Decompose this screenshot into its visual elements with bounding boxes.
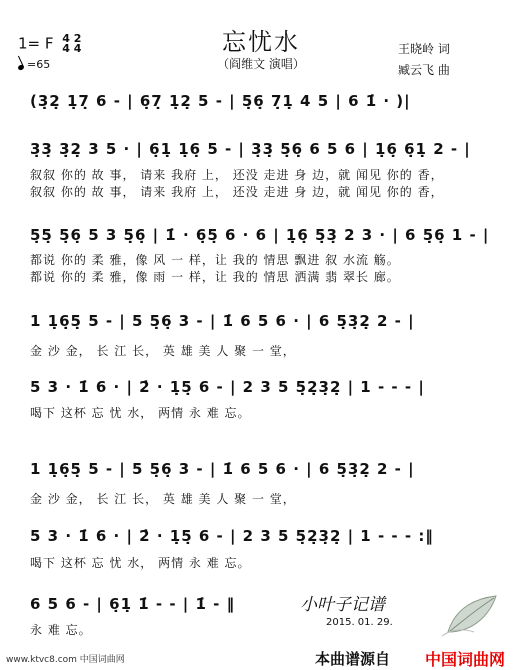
notation-row-4: 5 3 · 1̇ 6 · | 2̇ · 1̣5̣ 6 - | 2 3 5 5̣2̣3̣2̣ | 1 - - - | (30, 378, 425, 396)
tempo-value: =65 (27, 58, 51, 71)
key-signature (18, 34, 81, 54)
lyric-row-7: 永 难 忘。 (30, 623, 92, 637)
intro-notation: (3̣2̣ 1̣7̣ 6 - | 6̣7̣ 1̣2̣ 5 - | 5̣6̣ 7̣1̣ 4 5 | 6 1̇ · )| (30, 92, 411, 110)
footer-site-url[interactable]: www.ktvc8.com 中国词曲网 (6, 655, 125, 665)
notation-row-5: 1 1̣6̣5̣ 5 - | 5 5̣6̣ 3 - | 1̇ 6 5 6 · | 6 5̣3̣2̣ 2 - | (30, 460, 415, 478)
lyric-row-6: 喝下 这杯 忘 忧 水， 两情 永 难 忘。 (30, 556, 251, 570)
composer-credit: 臧云飞 曲 (398, 63, 450, 77)
lyric-row-5: 金 沙 金， 长 江 长， 英 雄 美 人 聚 一 堂， (30, 492, 296, 506)
lyric-row-1-verse-2: 叙叙 你的 故 事， 请来 我府 上， 还没 走进 身 边，就 闻见 你的 香， (30, 185, 444, 199)
singer-credit: （阎维文 演唱） (217, 57, 305, 71)
lyric-row-4: 喝下 这杯 忘 忧 水， 两情 永 难 忘。 (30, 406, 251, 420)
notation-row-1: 3̣3̣ 3̣2̣ 3 5 · | 6̣1̣ 1̣6̣ 5 - | 3̣3̣ 5̣6̣ 6 5 6 | 1̣6̣ 6̣1̣ 2 - | (30, 140, 471, 158)
time-signature-bottom: 4 4 (62, 42, 82, 55)
time-signature-top: 4 2 (62, 32, 82, 45)
key-label: 1= F (18, 34, 54, 53)
lyric-row-3: 金 沙 金， 长 江 长， 英 雄 美 人 聚 一 堂， (30, 344, 296, 358)
lyric-row-1-verse-1: 叙叙 你的 故 事， 请来 我府 上， 还没 走进 身 边，就 闻见 你的 香， (30, 168, 444, 182)
notation-row-7: 6 5 6 - | 6̣1̣ 1̇ - - | 1̇ - ‖ (30, 595, 236, 613)
leaf-icon (440, 592, 500, 640)
lyricist-credit: 王晓岭 词 (398, 42, 450, 56)
lyric-row-2-verse-2: 都说 你的 柔 雅，像 雨 一 样，让 我的 情思 洒满 翡 翠长 廊。 (30, 270, 400, 284)
song-title: 忘忧水 (222, 28, 300, 56)
notation-row-3: 1 1̣6̣5̣ 5 - | 5 5̣6̣ 3 - | 1̇ 6 5 6 · | 6 5̣3̣2̣ 2 - | (30, 312, 415, 330)
footer-site-name[interactable]: 中国词曲网 (425, 650, 506, 669)
transcription-date: 2015. 01. 29. (326, 617, 393, 628)
notation-row-2: 5̣5̣ 5̣6̣ 5 3 5̣6̣ | 1̇ · 6̣5̣ 6 · 6 | 1̣6̣ 5̣3̣ 2 3 · | 6 5̣6̣ 1 - | (30, 226, 490, 244)
time-signature (62, 34, 81, 54)
footer-source-label: 本曲谱源自 (315, 650, 391, 668)
quarter-note-icon (17, 64, 25, 71)
notation-row-6: 5 3 · 1̇ 6 · | 2̇ · 1̣5̣ 6 - | 2 3 5 5̣2̣3̣2̣ | 1 - - - :‖ (30, 527, 434, 545)
transcriber-signature: 小叶子记谱 (300, 595, 385, 615)
tempo-mark (18, 58, 50, 71)
lyric-row-2-verse-1: 都说 你的 柔 雅，像 风 一 样，让 我的 情思 飘进 叙 水流 觞。 (30, 253, 400, 267)
